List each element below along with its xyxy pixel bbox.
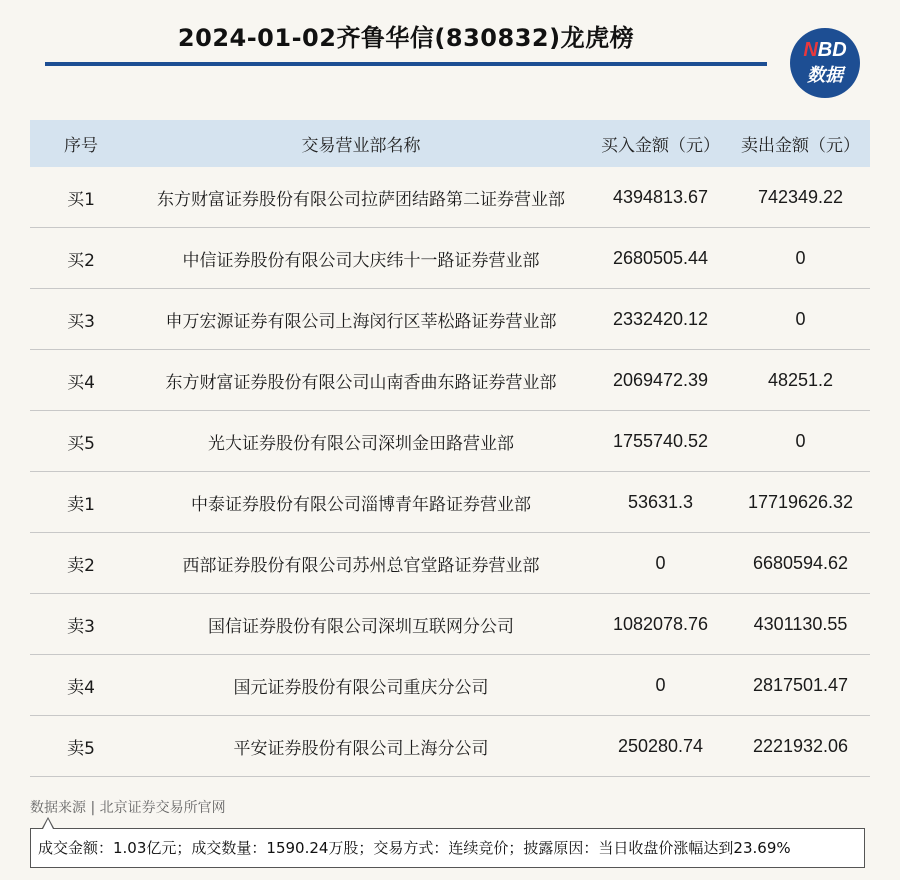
row-rank: 买5	[30, 411, 132, 472]
row-branch-name: 国信证券股份有限公司深圳互联网分公司	[132, 594, 590, 655]
logo-letter-n: N	[803, 39, 818, 61]
column-header-buy-amount: 买入金额（元）	[590, 120, 731, 167]
row-buy-amount: 250280.74	[590, 716, 731, 777]
row-branch-name: 平安证券股份有限公司上海分公司	[132, 716, 590, 777]
title-underline	[45, 62, 767, 66]
row-branch-name: 中泰证券股份有限公司淄博青年路证券营业部	[132, 472, 590, 533]
note-pointer-fill	[43, 819, 53, 829]
row-buy-amount: 2332420.12	[590, 289, 731, 350]
data-source-label: 数据来源 | 北京证券交易所官网	[30, 800, 226, 816]
row-branch-name: 申万宏源证券有限公司上海闵行区莘松路证券营业部	[132, 289, 590, 350]
table-row	[30, 716, 870, 777]
column-header-rank: 序号	[30, 120, 132, 167]
table-row	[30, 472, 870, 533]
nbd-logo	[790, 28, 860, 98]
row-sell-amount: 0	[731, 228, 870, 289]
logo-text-data: 数据	[807, 65, 843, 86]
row-rank: 卖2	[30, 533, 132, 594]
row-sell-amount: 2221932.06	[731, 716, 870, 777]
logo-letters-bd: BD	[817, 39, 847, 61]
row-rank: 卖5	[30, 716, 132, 777]
table-row	[30, 655, 870, 716]
page-title: 2024-01-02齐鲁华信(830832)龙虎榜	[177, 24, 635, 52]
table-row	[30, 533, 870, 594]
row-rank: 买3	[30, 289, 132, 350]
row-sell-amount: 0	[731, 411, 870, 472]
row-rank: 卖4	[30, 655, 132, 716]
row-rank: 卖3	[30, 594, 132, 655]
row-sell-amount: 0	[731, 289, 870, 350]
row-buy-amount: 1082078.76	[590, 594, 731, 655]
row-rank: 卖1	[30, 472, 132, 533]
table-header-row	[30, 120, 870, 167]
table-row	[30, 167, 870, 228]
row-buy-amount: 4394813.67	[590, 167, 731, 228]
row-rank: 买1	[30, 167, 132, 228]
dragon-tiger-table	[30, 120, 870, 777]
row-branch-name: 国元证券股份有限公司重庆分公司	[132, 655, 590, 716]
row-branch-name: 光大证券股份有限公司深圳金田路营业部	[132, 411, 590, 472]
table-row	[30, 350, 870, 411]
row-rank: 买2	[30, 228, 132, 289]
row-buy-amount: 0	[590, 533, 731, 594]
row-buy-amount: 1755740.52	[590, 411, 731, 472]
row-branch-name: 中信证券股份有限公司大庆纬十一路证券营业部	[132, 228, 590, 289]
row-sell-amount: 48251.2	[731, 350, 870, 411]
trade-summary-note: 成交金额：1.03亿元；成交数量：1590.24万股；交易方式：连续竞价；披露原因：当日收盘价涨幅达到23.69%	[30, 828, 865, 868]
row-sell-amount: 742349.22	[731, 167, 870, 228]
row-sell-amount: 6680594.62	[731, 533, 870, 594]
logo-text-nbd	[790, 39, 860, 62]
row-buy-amount: 2069472.39	[590, 350, 731, 411]
row-rank: 买4	[30, 350, 132, 411]
table-row	[30, 411, 870, 472]
row-branch-name: 东方财富证券股份有限公司拉萨团结路第二证券营业部	[132, 167, 590, 228]
table-row	[30, 594, 870, 655]
table-row	[30, 289, 870, 350]
column-header-sell-amount: 卖出金额（元）	[731, 120, 870, 167]
row-sell-amount: 4301130.55	[731, 594, 870, 655]
row-branch-name: 西部证券股份有限公司苏州总官堂路证券营业部	[132, 533, 590, 594]
row-buy-amount: 53631.3	[590, 472, 731, 533]
table-row	[30, 228, 870, 289]
row-sell-amount: 17719626.32	[731, 472, 870, 533]
row-buy-amount: 0	[590, 655, 731, 716]
row-buy-amount: 2680505.44	[590, 228, 731, 289]
header	[45, 0, 767, 68]
column-header-branch-name: 交易营业部名称	[132, 120, 590, 167]
row-sell-amount: 2817501.47	[731, 655, 870, 716]
row-branch-name: 东方财富证券股份有限公司山南香曲东路证券营业部	[132, 350, 590, 411]
